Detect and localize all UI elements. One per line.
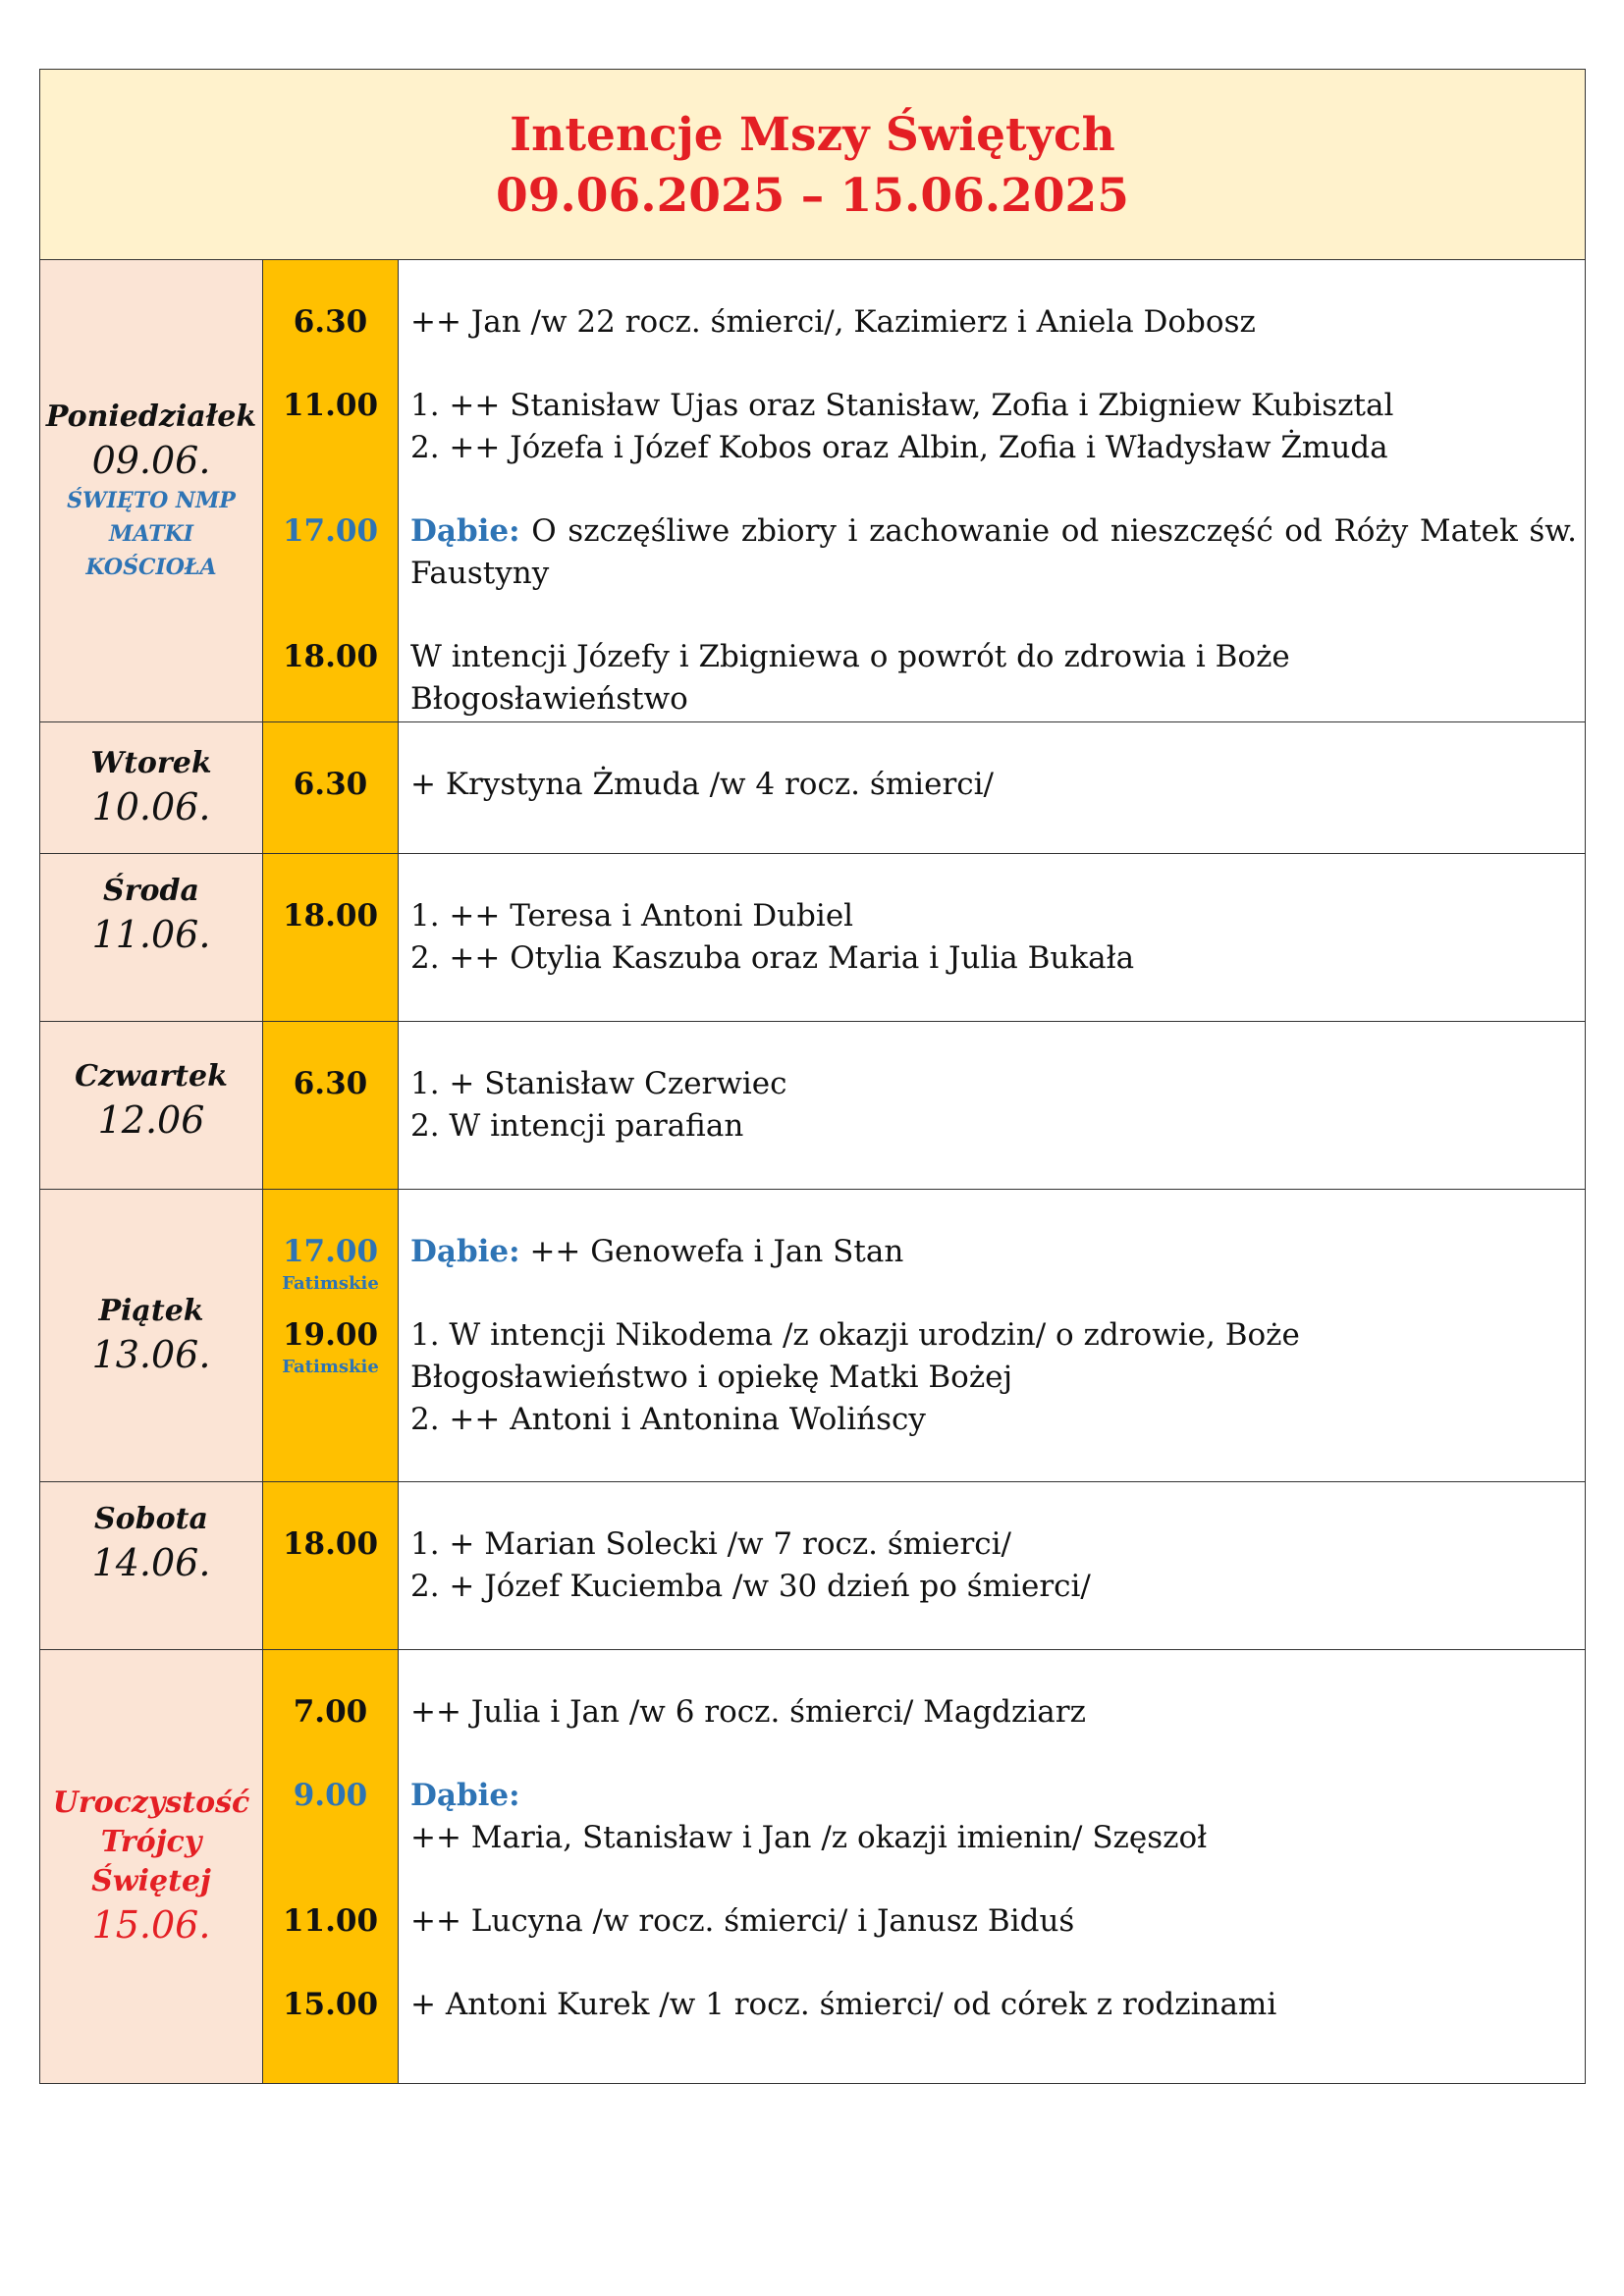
day-date: 12.06 bbox=[97, 1097, 205, 1142]
mass-time: 17.00 bbox=[282, 1233, 379, 1269]
day-name: Piątek bbox=[98, 1294, 204, 1328]
intention-line: 2. + Józef Kuciemba /w 30 dzień po śmierci/ bbox=[410, 1568, 1091, 1604]
intention-cell bbox=[399, 721, 1586, 853]
schedule-table bbox=[40, 260, 1585, 2083]
day-row-saturday bbox=[40, 1481, 1585, 1649]
day-date: 10.06. bbox=[91, 785, 211, 828]
intention-text: O szczęśliwe zbiory i zachowanie od nieszczęść od Róży Matek św. Faustyny bbox=[410, 513, 1577, 591]
time-cell bbox=[263, 853, 399, 1021]
time-cell bbox=[263, 1649, 399, 2083]
intention-line: 2. W intencji parafian bbox=[410, 1107, 744, 1144]
feast-label-line: ŚWIĘTO NMP bbox=[67, 487, 236, 513]
day-name-line: Trójcy bbox=[100, 1825, 202, 1860]
mass-time: 6.30 bbox=[293, 766, 368, 802]
intention-line: + Antoni Kurek /w 1 rocz. śmierci/ od córek z rodzinami bbox=[410, 1986, 1277, 2022]
time-cell bbox=[263, 721, 399, 853]
day-date: 14.06. bbox=[91, 1540, 211, 1584]
intention-cell bbox=[399, 853, 1586, 1021]
day-row-monday bbox=[40, 260, 1585, 721]
day-row-tuesday bbox=[40, 721, 1585, 853]
mass-time: 7.00 bbox=[293, 1693, 368, 1730]
day-name: Czwartek bbox=[75, 1058, 228, 1094]
mass-time: 9.00 bbox=[293, 1777, 368, 1813]
intention-cell bbox=[399, 1649, 1586, 2083]
mass-time: 15.00 bbox=[282, 1986, 379, 2022]
intentions-sheet bbox=[39, 69, 1586, 2084]
mass-note: Fatimskie bbox=[282, 1356, 379, 1377]
intention-line: 1. + Stanisław Czerwiec bbox=[410, 1065, 787, 1101]
day-row-friday bbox=[40, 1189, 1585, 1481]
date-range: 09.06.2025 – 15.06.2025 bbox=[496, 169, 1129, 223]
mass-time: 6.30 bbox=[293, 1065, 368, 1101]
intention-line: 2. ++ Otylia Kaszuba oraz Maria i Julia Bukała bbox=[410, 939, 1135, 976]
intention-line: ++ Maria, Stanisław i Jan /z okazji imienin/ Szęszoł bbox=[410, 1819, 1208, 1855]
day-row-sunday bbox=[40, 1649, 1585, 2083]
mass-time: 6.30 bbox=[293, 304, 368, 340]
intention-line: 1. ++ Stanisław Ujas oraz Stanisław, Zofia i Zbigniew Kubisztal bbox=[410, 388, 1394, 423]
intention-cell bbox=[399, 260, 1586, 721]
day-row-wednesday bbox=[40, 853, 1585, 1021]
day-name: Środa bbox=[103, 873, 199, 908]
intention-line: ++ Julia i Jan /w 6 rocz. śmierci/ Magdziarz bbox=[410, 1693, 1086, 1730]
intention-line: 2. ++ Antoni i Antonina Wolińscy bbox=[410, 1401, 926, 1437]
intention-paragraph bbox=[410, 510, 1577, 595]
day-cell bbox=[40, 853, 263, 1021]
intention-line: W intencji Józefy i Zbigniewa o powrót do zdrowia i Boże Błogosławieństwo bbox=[410, 639, 1290, 717]
sheet-header bbox=[40, 70, 1585, 260]
day-name: Sobota bbox=[94, 1501, 208, 1536]
day-name: Poniedziałek bbox=[45, 399, 257, 434]
intention-line: ++ Lucyna /w rocz. śmierci/ i Janusz Biduś bbox=[410, 1902, 1075, 1939]
mass-time: 11.00 bbox=[282, 388, 379, 423]
location-label: Dąbie: bbox=[410, 1777, 520, 1813]
intention-paragraph bbox=[410, 1231, 1577, 1273]
day-cell bbox=[40, 721, 263, 853]
mass-time: 18.00 bbox=[282, 639, 379, 674]
location-label: Dąbie: bbox=[410, 1233, 520, 1269]
mass-time: 11.00 bbox=[282, 1902, 379, 1939]
day-date: 13.06. bbox=[91, 1333, 211, 1376]
day-cell bbox=[40, 1649, 263, 2083]
intention-line: ++ Jan /w 22 rocz. śmierci/, Kazimierz i Aniela Dobosz bbox=[410, 304, 1256, 340]
location-label: Dąbie: bbox=[410, 513, 520, 549]
mass-time: 19.00 bbox=[282, 1316, 379, 1353]
intention-text: ++ Genowefa i Jan Stan bbox=[529, 1233, 904, 1269]
mass-note: Fatimskie bbox=[282, 1272, 379, 1294]
day-row-thursday bbox=[40, 1021, 1585, 1189]
time-cell bbox=[263, 260, 399, 721]
intention-cell bbox=[399, 1189, 1586, 1481]
intention-line: 2. ++ Józefa i Józef Kobos oraz Albin, Zofia i Władysław Żmuda bbox=[410, 430, 1388, 465]
day-cell bbox=[40, 1189, 263, 1481]
day-name-line: Uroczystość bbox=[52, 1786, 250, 1821]
intention-line: 1. W intencji Nikodema /z okazji urodzin/ o zdrowie, Boże Błogosławieństwo i opiekę Matki Bożej bbox=[410, 1316, 1300, 1395]
mass-time: 18.00 bbox=[282, 897, 379, 934]
intention-line: 1. ++ Teresa i Antoni Dubiel bbox=[410, 897, 854, 934]
intention-cell bbox=[399, 1021, 1586, 1189]
intention-line: + Krystyna Żmuda /w 4 rocz. śmierci/ bbox=[410, 766, 994, 802]
day-name: Wtorek bbox=[90, 746, 212, 780]
mass-time: 17.00 bbox=[282, 513, 379, 549]
day-date: 09.06. bbox=[91, 438, 211, 482]
intention-cell bbox=[399, 1481, 1586, 1649]
feast-label-line: MATKI bbox=[108, 520, 193, 547]
page-title: Intencje Mszy Świętych bbox=[510, 108, 1115, 162]
day-cell bbox=[40, 260, 263, 721]
mass-time: 18.00 bbox=[282, 1525, 379, 1562]
intention-line: 1. + Marian Solecki /w 7 rocz. śmierci/ bbox=[410, 1525, 1011, 1562]
day-date: 11.06. bbox=[91, 912, 211, 956]
time-cell bbox=[263, 1021, 399, 1189]
day-name-line: Świętej bbox=[91, 1864, 211, 1899]
time-cell bbox=[263, 1481, 399, 1649]
day-cell bbox=[40, 1021, 263, 1189]
day-cell bbox=[40, 1481, 263, 1649]
day-date: 15.06. bbox=[91, 1903, 211, 1948]
feast-label-line: KOŚCIOŁA bbox=[85, 554, 217, 580]
time-cell bbox=[263, 1189, 399, 1481]
